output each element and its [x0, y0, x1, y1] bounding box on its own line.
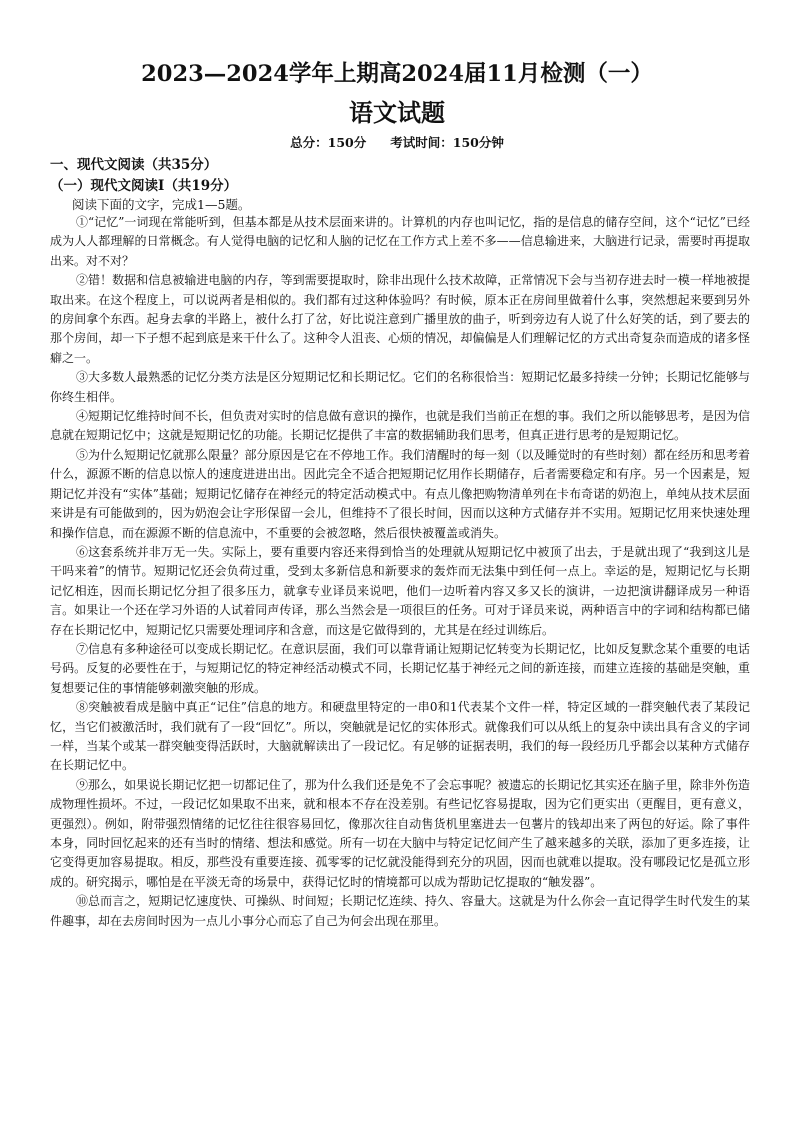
paragraph-2: ②错！数据和信息被输进电脑的内存，等到需要提取时，除非出现什么技术故障，正常情况下会与当初存进去时一模一样地被提取出来。在这个程度上，可以说两者是相似的。我们都有过这种体验吗？有时候，原本正在房间里做着什么事，突然想起来要到另外的房间拿个东西。起身去拿的半路上，被什么打了岔，好比说注意到广播里放的曲子，听到旁边有人说了什么好笑的话，到了要去的那个房间，却一下子想不起到底是来干什么了。这种令人沮丧、心烦的情况，却偏偏是人们理解记忆的方式出奇复杂而造成的诸多怪癖之一。	[50, 273, 750, 365]
paragraph-10: ⑩总而言之，短期记忆速度快、可操纵、时间短；长期记忆连续、持久、容量大。这就是为什么你会一直记得学生时代发生的某件趣事，却在去房间时因为一点儿小事分心而忘了自己为何会出现在那里。	[50, 894, 750, 928]
paragraph-7: ⑦信息有多种途径可以变成长期记忆。在意识层面，我们可以靠背诵让短期记忆转变为长期记忆，比如反复默念某个重要的电话号码。反复的必要性在于，与短期记忆的特定神经活动模式不同，长期记忆基于神经元之间的新连接，而建立连接的基础是突触，重复想要记住的事情能够刺激突触的形成。	[50, 641, 750, 695]
exam-meta	[0, 133, 794, 151]
paragraph-5: ⑤为什么短期记忆就那么限量？部分原因是它在不停地工作。我们清醒时的每一刻（以及睡觉时的有些时刻）都在经历和思考着什么，源源不断的信息以惊人的速度进进出出。因此完全不适合把短期记忆用作长期储存，后者需要稳定和有序。另一个因素是，短期记忆并没有“实体”基础；短期记忆储存在神经元的特定活动模式中。有点儿像把购物清单列在卡布奇诺的奶泡上，单纯从技术层面来讲是有可能做到的，因为奶泡会让字形保留一会儿，但维持不了很长时间，因而以这种方式储存并不实用。短期记忆用来快速处理和操作信息，而在源源不断的信息流中，不重要的会被忽略，然后很快被覆盖或消失。	[50, 447, 750, 540]
paragraph-6: ⑥这套系统并非万无一失。实际上，要有重要内容还来得到恰当的处理就从短期记忆中被顶了出去，于是就出现了“我到这儿是干吗来着”的情节。短期记忆还会负荷过重，受到太多新信息和新要求的轰炸而无法集中到任何一点上。幸运的是，短期记忆与长期记忆相连，因而长期记忆分担了很多压力，就拿专业译员来说吧，他们一边听着内容又多又长的演讲，一边把演讲翻译成另一种语言。如果让一个还在学习外语的人试着同声传译，那么当然会是一项很巨的任务。可对于译员来说，两种语言中的字词和结构都已储存在长期记忆中，短期记忆只需要处理词序和含意，而这是它做得到的，尤其是在经过训练后。	[50, 544, 750, 637]
reading-instruction: 阅读下面的文字，完成1—5题。	[72, 197, 251, 212]
subsection-heading: （一）现代文阅读Ⅰ（共19分）	[50, 178, 238, 194]
paragraph-1: ①“记忆”一词现在常能听到，但基本都是从技术层面来讲的。计算机的内存也叫记忆，指的是信息的储存空间，这个“记忆”已经成为人人都理解的日常概念。有人觉得电脑的记忆和人脑的记忆在工作方式上差不多——信息输进来，大脑进行记录，需要时再提取出来。对不对？	[50, 215, 750, 268]
paragraph-4: ④短期记忆维持时间不长，但负责对实时的信息做有意识的操作，也就是我们当前正在想的事。我们之所以能够思考，是因为信息就在短期记忆中；这就是短期记忆的功能。长期记忆提供了丰富的数据辅助我们思考，但真正进行思考的是短期记忆。	[50, 409, 750, 443]
paragraph-8: ⑧突触被看成是脑中真正“记住”信息的地方。和硬盘里特定的一串0和1代表某个文件一样，特定区域的一群突触代表了某段记忆，当它们被激活时，我们就有了一段“回忆”。所以，突触就是记忆的实体形式。就像我们可以从纸上的复杂中读出具有含义的字词一样，当某个或某一群突触变得活跃时，大脑就解读出了一段记忆。有足够的证据表明，我们的每一段经历几乎都会以某种方式储存在长期记忆中。	[50, 700, 750, 773]
paragraph-9: ⑨那么，如果说长期记忆把一切都记住了，那为什么我们还是免不了会忘事呢？被遗忘的长期记忆其实还在脑子里，除非外伤造成物理性损坏。不过，一段记忆如果取不出来，就和根本不存在没差别。有些记忆容易提取，因为它们更实出（更醒目，更有意义，更强烈）。例如，附带强烈情绪的记忆往往很容易回忆，像那次往自动售货机里塞进去一包薯片的钱却出来了两包的好运。除了事件本身，同时回忆起来的还有当时的情绪、想法和感觉。所有一切在大脑中与特定记忆间产生了越来越多的关联，添加了更多连接，让它变得更加容易提取。相反，那些没有重要连接、孤零零的记忆就没能得到充分的巩固，因而也就难以提取。没有哪段记忆是孤立形成的。研究揭示，哪怕是在平淡无奇的场景中，获得记忆时的情境都可以成为帮助记忆提取的“触发器”。	[50, 777, 750, 889]
passage-body	[50, 213, 750, 931]
exam-time: 考试时间：150分钟	[390, 135, 504, 150]
paragraph-3: ③大多数人最熟悉的记忆分类方法是区分短期记忆和长期记忆。它们的名称很恰当：短期记忆最多持续一分钟；长期记忆能够与你终生相伴。	[50, 370, 750, 404]
total-score: 总分：150分	[290, 135, 367, 150]
subject-title: 语文试题	[349, 98, 445, 127]
section-heading: 一、现代文阅读（共35分）	[50, 157, 218, 173]
exam-title: 2023—2024学年上期高2024届11月检测（一）	[141, 61, 653, 87]
